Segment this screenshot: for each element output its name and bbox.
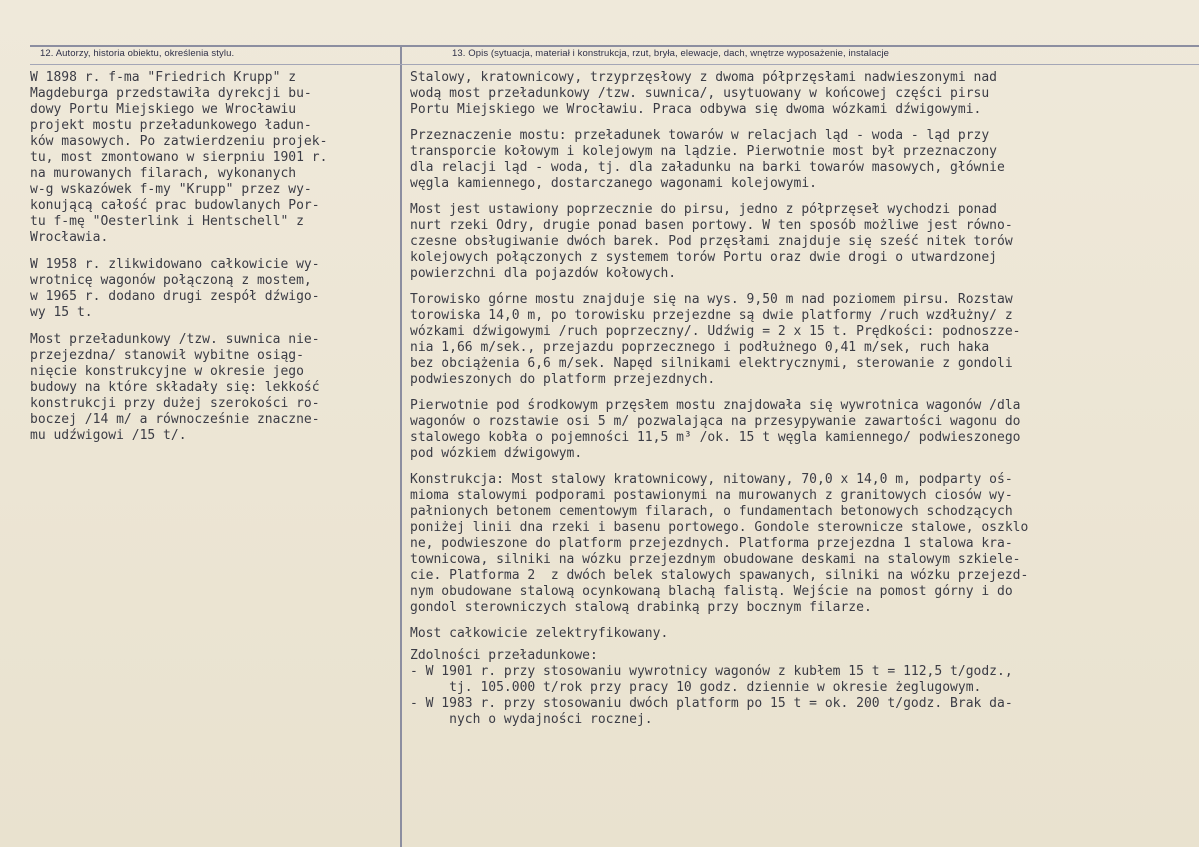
description-paragraph: Przeznaczenie mostu: przeładunek towarów w relacjach ląd - woda - ląd przy transporcie kołowym i kolejowym na lądzie. Pierwotnie most był przeznaczony dla relacji ląd - woda, tj. dla załadunku na barki towarów masowych, głównie węgla kamiennego, dostarczanego wagonami kolejowymi. (410, 128, 1005, 191)
history-paragraph: W 1898 r. f-ma "Friedrich Krupp" z Magdeburga przedstawiła dyrekcji bu- dowy Portu Miejskiego we Wrocławiu projekt mostu przeładunkowego ładun- ków masowych. Po zatwierdzeniu projek- tu, most zmontowano w sierpniu 1901 r. na murowanych filarach, wykonanych w-g wskazówek f-my "Krupp" przez wy- konującą całość prac budowlanych Por- tu f-mę "Oesterlink i Hentschell" z Wrocławia. (30, 70, 328, 245)
history-column (30, 70, 392, 455)
description-paragraph: Pierwotnie pod środkowym przęsłem mostu znajdowała się wywrotnica wagonów /dla wagonów o rozstawie osi 5 m/ pozwalająca na przesypywanie zawartości wagonu do stalowego kobła o pojemności 11,5 m³ /ok. 15 t węgla kamiennego/ podwieszonego pod wózkiem dźwigowym. (410, 398, 1021, 461)
capacity-list: Zdolności przeładunkowe: - W 1901 r. przy stosowaniu wywrotnicy wagonów z kubłem 15 t = 112,5 t/godz., tj. 105.000 t/rok przy pracy 10 godz. dziennie w okresie żeglugowym. (410, 648, 1013, 695)
description-paragraph: Most całkowicie zelektryfikowany. (410, 626, 669, 641)
capacity-list-item: - W 1983 r. przy stosowaniu dwóch platform po 15 t = ok. 200 t/godz. Brak da- nych o wydajności rocznej. (410, 696, 1013, 727)
header-underline (30, 64, 1199, 65)
section-12-header: 12. Autorzy, historia obiektu, określenia stylu. (40, 48, 235, 59)
history-paragraph: Most przeładunkowy /tzw. suwnica nie- przejezdna/ stanowił wybitne osiąg- nięcie konstrukcyjne w okresie jego budowy na które składały się: lekkość konstrukcji przy dużej szerokości ro- boczej /14 m/ a równocześnie znaczne- mu udźwigowi /15 t/. (30, 332, 320, 443)
history-paragraph: W 1958 r. zlikwidowano całkowicie wy- wrotnicę wagonów połączoną z mostem, w 1965 r. dodano drugi zespół dźwigo- wy 15 t. (30, 257, 320, 320)
top-rule (30, 45, 1199, 47)
description-paragraph: Most jest ustawiony poprzecznie do pirsu, jedno z półprzęseł wychodzi ponad nurt rzeki Odry, drugie ponad basen portowy. W ten sposób możliwe jest równo- czesne obsługiwanie dwóch barek. Pod przęsłami znajduje się sześć nitek torów kolejowych połączonych z systemem torów Portu oraz dwie drogi o utwardzonej powierzchni dla pojazdów kołowych. (410, 202, 1013, 281)
description-column (410, 70, 1190, 728)
description-paragraph: Konstrukcja: Most stalowy kratownicowy, nitowany, 70,0 x 14,0 m, podparty oś- mioma stalowymi podporami postawionymi na murowanych z granitowych ciosów wy- pałnionych betonem cementowym filarach, o fundamentach betonowych schodzących poniżej linii dna rzeki i basenu portowego. Gondole sterownicze stalowe, oszklo ne, podwieszone do platform przejezdnych. Platforma przejezdna 1 stalowa kra- townicowa, silniki na wózku przejezdnym obudowane deskami na stalowym szkiele- cie. Platforma 2 z dwóch belek stalowych spawanych, silniki na wózku przejezd- nym obudowane stalową ocynkowaną blachą falistą. Wejście na pomost górny i do gondol sterowniczych stalową drabinką przy bocznym filarze. (410, 472, 1029, 615)
description-paragraph: Torowisko górne mostu znajduje się na wys. 9,50 m nad poziomem pirsu. Rozstaw torowiska 14,0 m, po torowisku przejezdne są dwie platformy /ruch wzdłużny/ z wózkami dźwigowymi /ruch poprzeczny/. Udźwig = 2 x 15 t. Prędkości: podnoszze- nia 1,66 m/sek., przejazdu poprzecznego i podłużnego 0,41 m/sek, ruch haka bez obciążenia 6,6 m/sek. Napęd silnikami elektrycznymi, sterowanie z gondoli podwieszonych do platform przejezdnych. (410, 292, 1021, 387)
description-paragraph: Stalowy, kratownicowy, trzyprzęsłowy z dwoma półprzęsłami nadwieszonymi nad wodą most przeładunkowy /tzw. suwnica/, usytuowany w końcowej części pirsu Portu Miejskiego we Wrocławiu. Praca odbywa się dwoma wózkami dźwigowymi. (410, 70, 997, 117)
column-divider (400, 45, 402, 847)
section-13-header: 13. Opis (sytuacja, materiał i konstrukcja, rzut, bryła, elewacje, dach, wnętrze wyposażenie, instalacje (452, 48, 890, 59)
